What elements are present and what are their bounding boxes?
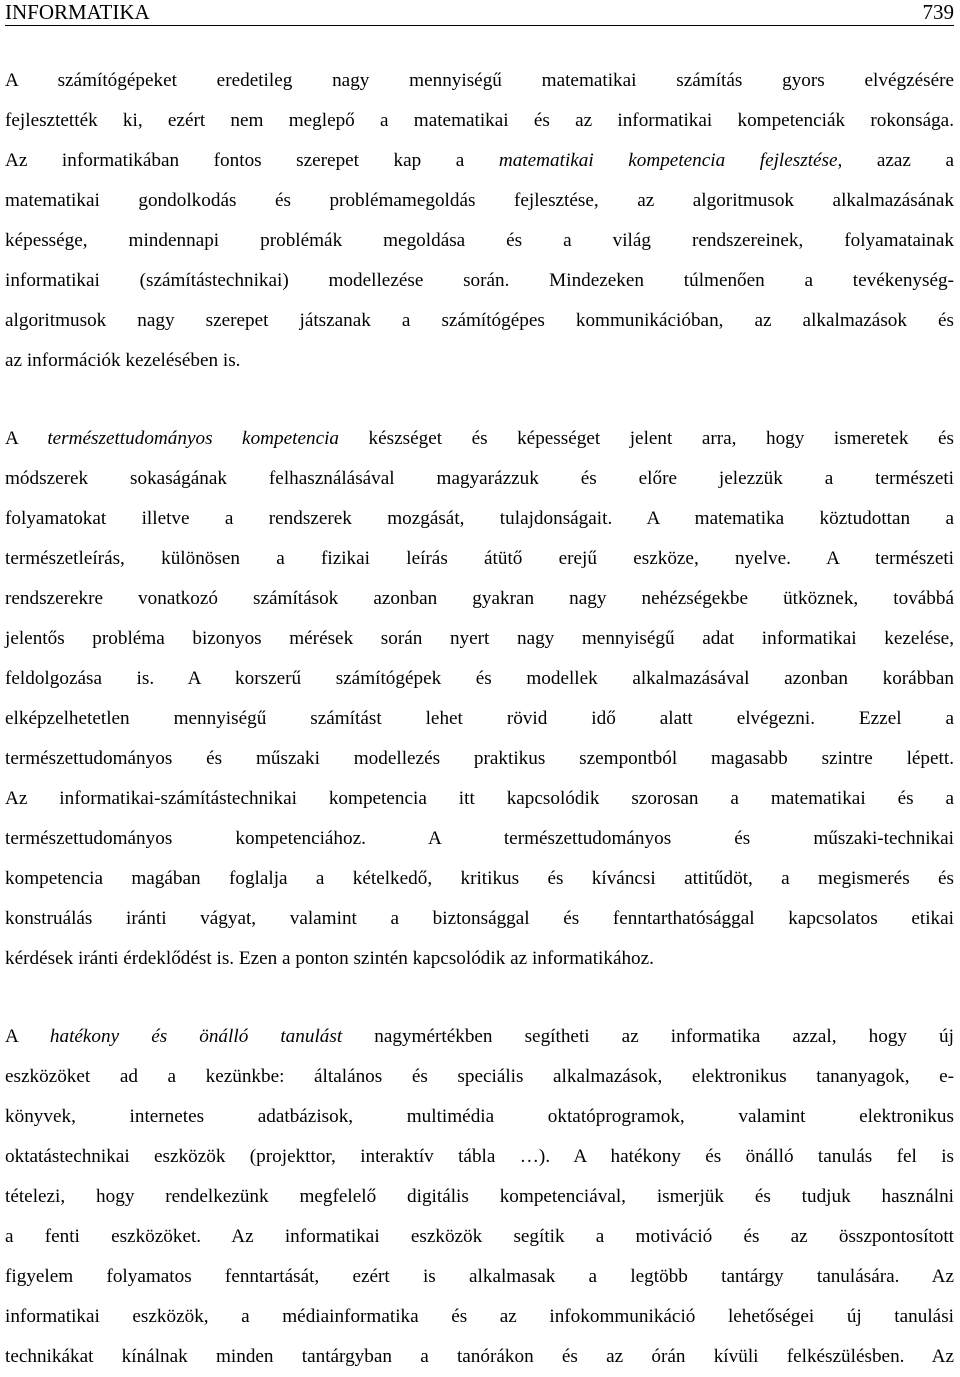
text-line: természettudományos és műszaki modellezés praktikus szempontból magasabb szintre lépett.: [5, 748, 954, 769]
text-line: képessége, mindennapi problémák megoldása és a világ rendszereinek, folyamatainak: [5, 230, 954, 251]
text-line: matematikai gondolkodás és problémamegoldás fejlesztése, az algoritmusok alkalmazásának: [5, 190, 954, 211]
text-line: Az informatikában fontos szerepet kap a matematikai kompetencia fejlesztése, azaz a: [5, 150, 955, 171]
text-line: kérdések iránti érdeklődést is. Ezen a ponton szintén kapcsolódik az informatikához.: [5, 948, 654, 969]
text-line: módszerek sokaságának felhasználásával magyarázzuk és előre jelezzük a természeti: [5, 468, 954, 489]
paragraph-science-competence: [5, 419, 954, 979]
text-line: feldolgozása is. A korszerű számítógépek és modellek alkalmazásával azonban korábban: [5, 668, 954, 689]
text-line: oktatástechnikai eszközök (projekttor, interaktív tábla …). A hatékony és önálló tanulás fel is: [5, 1146, 954, 1167]
text-line: konstruálás iránti vágyat, valamint a biztonsággal és fenntarthatósággal kapcsolatos etikai: [5, 908, 954, 929]
text-line: A számítógépeket eredetileg nagy mennyiségű matematikai számítás gyors elvégzésére: [5, 70, 954, 91]
text-line: természettudományos kompetenciához. A természettudományos és műszaki-technikai: [5, 828, 954, 849]
page-number: 739: [922, 0, 954, 24]
text-line: a fenti eszközöket. Az informatikai eszközök segítik a motiváció és az összpontosított: [5, 1226, 954, 1247]
document-page: [5, 0, 954, 1377]
text-line: rendszerekre vonatkozó számítások azonban gyakran nagy nehézségekbe ütköznek, továbbá: [5, 588, 954, 609]
text-line: informatikai (számítástechnikai) modellezése során. Mindezeken túlmenően a tevékenység-: [5, 270, 954, 291]
text-line: informatikai eszközök, a médiainformatika és az infokommunikáció lehetőségei új tanulási: [5, 1306, 954, 1327]
text-line: tételezi, hogy rendelkezünk megfelelő digitális kompetenciával, ismerjük és tudjuk használni: [5, 1186, 954, 1207]
text-line: elképzelhetetlen mennyiségű számítást lehet rövid idő alatt elvégezni. Ezzel a: [5, 708, 954, 729]
text-line: természetleírás, különösen a fizikai leírás átütő erejű eszköze, nyelve. A természeti: [5, 548, 954, 569]
text-line: figyelem folyamatos fenntartását, ezért is alkalmasak a legtöbb tantárgy tanulására. Az: [5, 1266, 954, 1287]
text-line: Az informatikai-számítástechnikai kompetencia itt kapcsolódik szorosan a matematikai és a: [5, 788, 954, 809]
text-line: az információk kezelésében is.: [5, 350, 241, 371]
text-line: kompetencia magában foglalja a kételkedő, kritikus és kíváncsi attitűdöt, a megismerés és: [5, 868, 954, 889]
text-line: technikákat kínálnak minden tantárgyban a tanórákon és az órán kívüli felkészülésben. Az: [5, 1346, 954, 1367]
section-title: INFORMATIKA: [5, 0, 150, 24]
text-line: könyvek, internetes adatbázisok, multimédia oktatóprogramok, valamint elektronikus: [5, 1106, 954, 1127]
paragraph-math-competence: [5, 61, 954, 381]
text-line: A természettudományos kompetencia készséget és képességet jelent arra, hogy ismeretek és: [5, 428, 954, 449]
text-line: eszközöket ad a kezünkbe: általános és speciális alkalmazások, elektronikus tananyagok, e-: [5, 1066, 954, 1087]
paragraph-learning-competence: [5, 1017, 954, 1377]
text-line: fejlesztették ki, ezért nem meglepő a matematikai és az informatikai kompetenciák rokonsága.: [5, 110, 954, 131]
text-line: folyamatokat illetve a rendszerek mozgását, tulajdonságait. A matematika köztudottan a: [5, 508, 954, 529]
emphasis: matematikai kompetencia fejlesztése: [498, 150, 838, 171]
text-line: jelentős probléma bizonyos mérések során nyert nagy mennyiségű adat informatikai kezelése,: [5, 628, 954, 649]
page-header: [5, 0, 954, 26]
emphasis: hatékony és önálló tanulást: [49, 1026, 343, 1047]
emphasis: természettudományos kompetencia: [47, 428, 340, 449]
text-line: A hatékony és önálló tanulást nagymértékben segítheti az informatika azzal, hogy új: [5, 1026, 954, 1047]
text-line: algoritmusok nagy szerepet játszanak a számítógépes kommunikációban, az alkalmazások és: [5, 310, 954, 331]
